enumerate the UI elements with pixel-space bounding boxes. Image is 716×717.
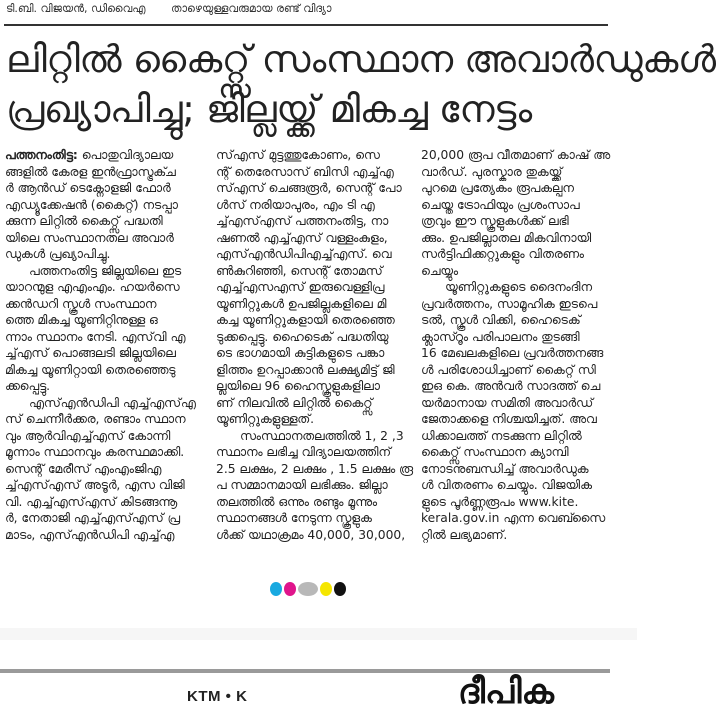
article-text: ടൽ, സ്കൂൾ വിക്കി, ഹൈടെക് xyxy=(421,313,581,327)
article-text: എച്ച്എസഎസ് ഇരുവെള്ളിപ്ര xyxy=(216,280,385,294)
article-line xyxy=(5,444,205,461)
article-line xyxy=(421,312,621,329)
article-line xyxy=(216,312,416,329)
article-line xyxy=(5,180,205,197)
article-line xyxy=(421,296,621,313)
article-text: 20,000 രൂപ വീതമാണ് കാഷ് അ xyxy=(421,148,610,162)
article-text: സ്ഥാനം ലഭിച്ച വിദ്യാലയത്തിന് xyxy=(216,445,391,459)
article-text: ർ, നേതാജി എച്ച്എസ്എസ് പ്ര xyxy=(5,511,180,525)
article-text: ക്കപ്പെട്ടു. xyxy=(5,379,51,393)
article-text: വും ആർവിഎച്ച്എസ് കോന്നി xyxy=(5,428,171,443)
article-column-3 xyxy=(421,147,621,543)
article-line xyxy=(5,312,205,329)
registration-dot xyxy=(270,582,282,596)
article-text: ൺകുറിഞ്ഞി, സെന്റ് തോമസ് xyxy=(216,263,383,278)
article-line xyxy=(216,428,416,445)
article-text: യൂണിറ്റുകളുള്ളത്. xyxy=(216,412,315,426)
article-line xyxy=(421,246,621,263)
article-text: എസ്എൻഡിപി എച്ച്എസ്എ xyxy=(29,395,196,410)
article-text: സ്എസ് മുട്ടത്തുകോണം, സെ xyxy=(216,148,380,162)
article-line xyxy=(421,510,621,527)
article-line xyxy=(216,477,416,494)
edition-code: KTM • K xyxy=(187,688,248,705)
article-text: ക്കും. ഉപജില്ലാതല മികവിനായി xyxy=(421,230,592,245)
article-line xyxy=(5,527,205,544)
article-text: ക്കൻഡറി സ്കൂൾ സംസ്ഥാന xyxy=(5,296,157,311)
article-text: ക്ലാസ്റൂം പരിപാലനം തുടങ്ങി xyxy=(421,329,580,344)
registration-marks xyxy=(270,582,346,596)
article-text: വാർഡ്. പുരസ്കാര തുകയ്ക്ക് xyxy=(421,164,563,179)
article-line xyxy=(216,147,416,164)
article-line xyxy=(421,378,621,395)
article-text: സർട്ടിഫിക്കറ്റുകളും വിതരണം xyxy=(421,247,584,261)
article-text: ൾ പരിശോധിച്ചാണ് കൈറ്റ് സി xyxy=(421,362,596,377)
article-line xyxy=(421,395,621,412)
article-line xyxy=(5,428,205,445)
article-text: ച്ച്എസ്എസ് അടൂർ, എസ വിജി xyxy=(5,478,185,492)
article-line xyxy=(421,213,621,230)
headline-line: ലിറ്റിൽ കൈറ്റ്സ് സംസ്ഥാന അവാർഡുകൾ xyxy=(6,37,716,81)
article-line xyxy=(216,510,416,527)
article-line xyxy=(5,362,205,379)
article-line xyxy=(5,164,205,181)
top-strip xyxy=(6,2,353,16)
article-text: യാറന്മുള എഎംഎം. ഹയർസെ xyxy=(5,280,180,294)
article-line xyxy=(421,527,621,544)
article-text: ച്ച്എസ് പൊങ്ങലടി ജില്ലയിലെ xyxy=(5,346,176,360)
article-line xyxy=(421,345,621,362)
article-line xyxy=(421,197,621,214)
article-text: എസ്എൻഡിപിഎച്ച്എസ്. വെ xyxy=(216,247,392,261)
article-line xyxy=(5,395,205,412)
article-text: ക്കുന്ന ലിറ്റിൽ കൈറ്റ്സ് പദ്ധതി xyxy=(5,214,163,228)
article-line xyxy=(216,494,416,511)
article-text: പ്രവർത്തനം, സാമൂഹിക ഇടപെ xyxy=(421,296,598,311)
article-text: ഷണൽ എച്ച്എസ് വള്ളംകുളം, xyxy=(216,230,388,245)
top-strip-text: ടി.ബി. വിജയൻ, ഡിവൈഎ xyxy=(6,2,146,15)
article-line xyxy=(216,246,416,263)
article-text: സംസ്ഥാനതലത്തിൽ 1, 2 ,3 xyxy=(240,428,404,443)
article-text: യൂണിറ്റുകൾ ഉപജില്ലകളിലെ മി xyxy=(216,296,387,311)
article-line xyxy=(5,213,205,230)
article-column-1 xyxy=(5,147,205,543)
article-line xyxy=(5,296,205,313)
article-text: ളുടെ പൂർണ്ണരൂപം www.kite. xyxy=(421,494,579,509)
article-text: സ്ഥാനങ്ങൾ നേടുന്ന സ്കൂളുക xyxy=(216,511,372,525)
article-line xyxy=(5,230,205,247)
article-text: ങ്ങളിൽ കേരള ഇൻഫ്രാസ്ട്രക്ച xyxy=(5,164,176,179)
article-line xyxy=(216,296,416,313)
article-text: ർ ആൻഡ് ടെക്നോളജി ഫോർ xyxy=(5,181,171,195)
article-line xyxy=(421,164,621,181)
article-line xyxy=(5,411,205,428)
article-line xyxy=(5,510,205,527)
article-line xyxy=(421,494,621,511)
article-text: കൈറ്റ്സ് സംസ്ഥാന ക്യാമ്പി xyxy=(421,445,569,459)
article-text: ത്രവും ഈ സ്കൂളുകൾക്ക് ലഭി xyxy=(421,214,569,228)
article-text: ല്ലയിലെ 96 ഹൈസ്കൂളുകളിലാ xyxy=(216,379,380,393)
article-line xyxy=(5,378,205,395)
article-text: ടെ ഭാഗമായി കുട്ടികളുടെ പങ്കാ xyxy=(216,346,385,360)
article-text: ൾക്ക് യഥാക്രമം 40,000, 30,000, xyxy=(216,527,406,542)
article-line xyxy=(421,147,621,164)
article-text: മാടം, എസ്എൻഡിപി എച്ച്എ xyxy=(5,527,175,542)
article-text: ചെയ്യും xyxy=(421,263,459,278)
article-line xyxy=(216,329,416,346)
registration-dot xyxy=(334,582,346,596)
article-text: മികച്ച യൂണിറ്റായി തെരഞ്ഞെടു xyxy=(5,362,176,377)
registration-dot xyxy=(298,582,318,596)
article-line xyxy=(216,213,416,230)
article-text: യർമാനായ സമിതി അവാർഡ് xyxy=(421,395,594,410)
article-line xyxy=(421,180,621,197)
top-strip-text: താഴെയുള്ളവരുമായ രണ്ട് വിദ്യാ xyxy=(170,2,332,15)
article-text: ളിത്തം ഉറപ്പാക്കാൻ ലക്ഷ്യമിട്ട് ജി xyxy=(216,362,395,377)
article-text: ന്റ് തെരേസാസ് ബിസി എച്ച്എ xyxy=(216,164,394,179)
article-line xyxy=(421,279,621,296)
article-text: ൾ വിതരണം ചെയ്യും. വിജയിക xyxy=(421,478,592,492)
article-line xyxy=(216,164,416,181)
article-text: പ സമ്മാനമായി ലഭിക്കും. ജില്ലാ xyxy=(216,478,388,492)
article-line xyxy=(5,329,205,346)
article-line xyxy=(216,444,416,461)
article-text: ന്നാം സ്ഥാനം നേടി. എസ്‌വി എ xyxy=(5,329,186,344)
scan-band xyxy=(0,628,637,640)
article-line xyxy=(421,362,621,379)
article-line xyxy=(421,428,621,445)
article-line xyxy=(216,411,416,428)
article-text: യൂണിറ്റുകളുടെ ദൈനംദിന xyxy=(445,280,592,294)
article-line xyxy=(421,329,621,346)
article-text: എഡ്യൂക്കേഷൻ (കൈറ്റ്) നടപ്പാ xyxy=(5,197,178,212)
article-text: ഇഒ കെ. അൻവർ സാദത്ത് ചെ xyxy=(421,379,601,393)
article-line xyxy=(421,263,621,280)
article-line xyxy=(421,411,621,428)
article-text: ജേതാക്കളെ നിശ്ചയിച്ചത്. അവ xyxy=(421,412,597,426)
dateline: പത്തനംതിട്ട: xyxy=(5,148,78,162)
article-text: മൂന്നാം സ്ഥാനവും കരസ്ഥമാക്കി. xyxy=(5,445,185,459)
article-line xyxy=(5,147,205,164)
article-text: വി. എച്ച്എസ്എസ് കിടങ്ങന്നൂ xyxy=(5,494,177,509)
article-text: സ് ചെന്നീർക്കര, രണ്ടാം സ്ഥാന xyxy=(5,412,186,426)
article-line xyxy=(216,378,416,395)
article-text: ഡുകൾ പ്രഖ്യാപിച്ചു. xyxy=(5,247,111,261)
article-line xyxy=(216,279,416,296)
article-line xyxy=(5,197,205,214)
article-line xyxy=(5,279,205,296)
article-line xyxy=(5,345,205,362)
article-line xyxy=(421,230,621,247)
article-line xyxy=(421,444,621,461)
masthead-logo: ദീപിക xyxy=(458,672,554,712)
divider xyxy=(4,24,608,26)
article-text: പൊതുവിദ്യാലയ xyxy=(77,148,174,162)
article-text: ടുക്കപ്പെട്ടു. ഹൈടെക് പദ്ധതിയു xyxy=(216,329,389,344)
article-text: ത്തെ മികച്ച യൂണിറ്റിനുള്ള ഒ xyxy=(5,313,158,327)
article-line xyxy=(216,395,416,412)
article-text: റ്റിൽ ലഭ്യമാണ്. xyxy=(421,527,508,542)
article-text: സ്എസ് ചെങ്ങരൂർ, സെന്റ് പോ xyxy=(216,181,402,195)
article-line xyxy=(216,180,416,197)
article-text: സെന്റ് മേരീസ് എംഎംജിഎ xyxy=(5,461,162,476)
article-text: കച്ച യൂണിറ്റുകളായി തെരഞ്ഞെ xyxy=(216,313,395,327)
headline xyxy=(6,34,716,134)
article-line xyxy=(216,345,416,362)
article-line xyxy=(421,477,621,494)
registration-dot xyxy=(320,582,332,596)
article-line xyxy=(216,197,416,214)
article-line xyxy=(5,477,205,494)
article-line xyxy=(5,263,205,280)
article-line xyxy=(5,246,205,263)
article-text: യിലെ സംസ്ഥാനതല അവാർ xyxy=(5,230,174,245)
article-text: പത്തനംതിട്ട ജില്ലയിലെ ഇട xyxy=(29,263,182,278)
registration-dot xyxy=(284,582,296,596)
article-text: ചെയ്ത ട്രോഫിയും പ്രശംസാപ xyxy=(421,197,580,212)
article-column-2 xyxy=(216,147,416,543)
article-text: kerala.gov.in എന്ന വെബ്സൈ xyxy=(421,511,605,525)
article-line xyxy=(216,362,416,379)
article-text: ച്ച്എസ്എസ് പത്തനംതിട്ട, നാ xyxy=(216,214,389,228)
article-line xyxy=(421,461,621,478)
article-line xyxy=(216,230,416,247)
article-text: ധിക്കാലത്ത് നടക്കുന്ന ലിറ്റിൽ xyxy=(421,428,582,443)
article-line xyxy=(5,461,205,478)
article-text: ൾസ് നരിയാപുരം, എം ടി എ xyxy=(216,197,375,212)
article-line xyxy=(216,263,416,280)
article-text: നോടനുബന്ധിച്ച് അവാർഡുക xyxy=(421,461,589,476)
article-line xyxy=(216,461,416,478)
article-text: തലത്തിൽ ഒന്നും രണ്ടും മൂന്നും xyxy=(216,494,377,509)
article-line xyxy=(5,494,205,511)
headline-line: പ്രഖ്യാപിച്ചു; ജില്ലയ്ക്ക് മികച്ച നേട്ടം xyxy=(6,87,532,131)
article-line xyxy=(216,527,416,544)
article-text: 2.5 ലക്ഷം, 2 ലക്ഷം , 1.5 ലക്ഷം രൂ xyxy=(216,461,413,476)
article-text: ണ് നിലവിൽ ലിറ്റിൽ കൈറ്റ്സ് xyxy=(216,395,373,410)
article-text: 16 മേഖലകളിലെ പ്രവർത്തനങ്ങ xyxy=(421,346,604,360)
article-text: പുറമെ പ്രത്യേകം രൂപകല്പന xyxy=(421,181,574,195)
